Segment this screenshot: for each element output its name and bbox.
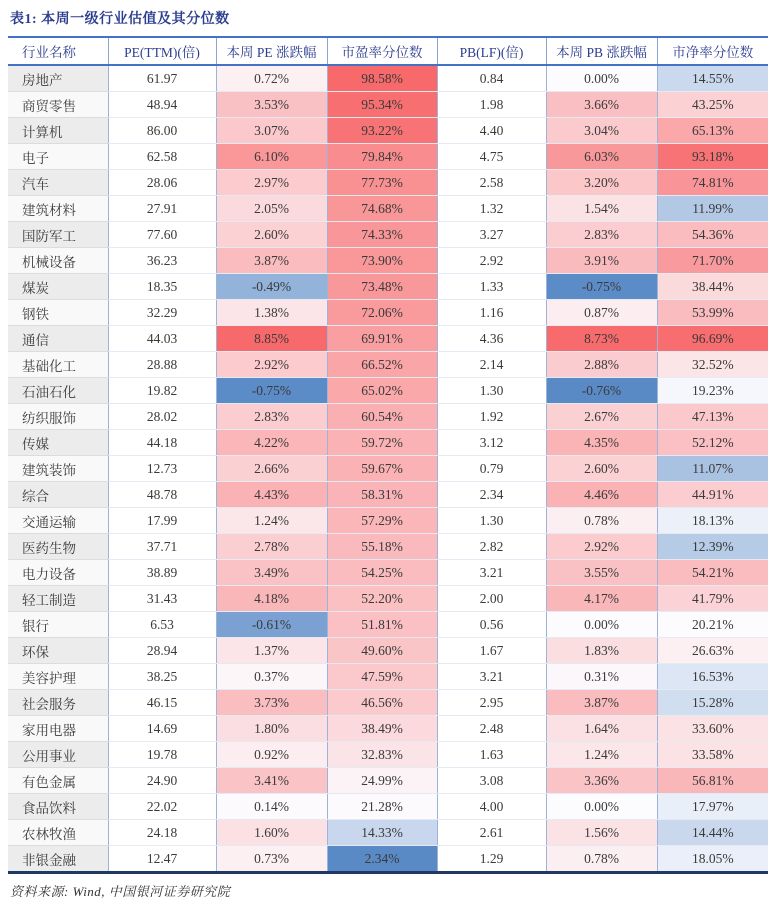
pb-change-cell: 0.78% — [546, 846, 657, 873]
pe-cell: 22.02 — [108, 794, 216, 820]
pb-percentile-cell: 18.13% — [657, 508, 768, 534]
pb-cell: 2.34 — [437, 482, 546, 508]
table-row — [8, 196, 768, 222]
industry-name-cell: 传媒 — [8, 430, 108, 456]
pb-cell: 2.95 — [437, 690, 546, 716]
data-source-note: 资料来源: Wind, 中国银河证券研究院 — [10, 884, 231, 899]
table-row — [8, 508, 768, 534]
pb-change-cell: 3.04% — [546, 118, 657, 144]
industry-name-cell: 煤炭 — [8, 274, 108, 300]
pe-cell: 24.18 — [108, 820, 216, 846]
pb-percentile-cell: 14.44% — [657, 820, 768, 846]
pe-percentile-cell: 24.99% — [327, 768, 437, 794]
table-title: 表1: 本周一级行业估值及其分位数 — [10, 12, 230, 27]
pe-change-cell: 0.37% — [216, 664, 327, 690]
pe-percentile-cell: 77.73% — [327, 170, 437, 196]
table-row — [8, 222, 768, 248]
table-row — [8, 118, 768, 144]
industry-name-cell: 机械设备 — [8, 248, 108, 274]
pb-change-cell: 1.56% — [546, 820, 657, 846]
pe-change-cell: 2.60% — [216, 222, 327, 248]
table-row — [8, 274, 768, 300]
industry-name-cell: 通信 — [8, 326, 108, 352]
pb-change-cell: 4.46% — [546, 482, 657, 508]
pe-percentile-cell: 14.33% — [327, 820, 437, 846]
pe-percentile-cell: 54.25% — [327, 560, 437, 586]
pe-percentile-cell: 74.33% — [327, 222, 437, 248]
table-row — [8, 65, 768, 92]
pe-change-cell: 0.14% — [216, 794, 327, 820]
pb-change-cell: 2.67% — [546, 404, 657, 430]
pe-change-cell: 2.05% — [216, 196, 327, 222]
pe-change-cell: 3.41% — [216, 768, 327, 794]
table-row — [8, 768, 768, 794]
pe-cell: 24.90 — [108, 768, 216, 794]
pb-percentile-cell: 26.63% — [657, 638, 768, 664]
pb-change-cell: 0.31% — [546, 664, 657, 690]
industry-name-cell: 汽车 — [8, 170, 108, 196]
pb-percentile-cell: 44.91% — [657, 482, 768, 508]
table-row — [8, 638, 768, 664]
pb-change-cell: 3.87% — [546, 690, 657, 716]
pe-percentile-cell: 21.28% — [327, 794, 437, 820]
table-row — [8, 144, 768, 170]
pe-change-cell: 4.22% — [216, 430, 327, 456]
pe-change-cell: 3.73% — [216, 690, 327, 716]
pb-cell: 2.92 — [437, 248, 546, 274]
pb-change-cell: 0.00% — [546, 612, 657, 638]
table-row — [8, 404, 768, 430]
pe-change-cell: 0.73% — [216, 846, 327, 873]
pe-cell: 28.88 — [108, 352, 216, 378]
table-row — [8, 456, 768, 482]
industry-name-cell: 电子 — [8, 144, 108, 170]
table-row — [8, 612, 768, 638]
pe-cell: 36.23 — [108, 248, 216, 274]
col-header-pe-percentile: 市盈率分位数 — [327, 37, 437, 65]
pe-cell: 14.69 — [108, 716, 216, 742]
pb-cell: 0.79 — [437, 456, 546, 482]
pb-change-cell: 2.83% — [546, 222, 657, 248]
pe-percentile-cell: 73.90% — [327, 248, 437, 274]
pb-percentile-cell: 15.28% — [657, 690, 768, 716]
pe-percentile-cell: 49.60% — [327, 638, 437, 664]
pb-percentile-cell: 16.53% — [657, 664, 768, 690]
pb-percentile-cell: 93.18% — [657, 144, 768, 170]
col-header-industry-name: 行业名称 — [8, 37, 108, 65]
industry-name-cell: 美容护理 — [8, 664, 108, 690]
industry-name-cell: 公用事业 — [8, 742, 108, 768]
pb-change-cell: 4.35% — [546, 430, 657, 456]
pe-change-cell: 2.78% — [216, 534, 327, 560]
table-row — [8, 534, 768, 560]
pe-percentile-cell: 2.34% — [327, 846, 437, 873]
pb-cell: 1.29 — [437, 846, 546, 873]
table-row — [8, 664, 768, 690]
pe-percentile-cell: 47.59% — [327, 664, 437, 690]
pe-percentile-cell: 73.48% — [327, 274, 437, 300]
pe-cell: 44.03 — [108, 326, 216, 352]
industry-name-cell: 食品饮料 — [8, 794, 108, 820]
pb-cell: 1.30 — [437, 508, 546, 534]
pe-cell: 17.99 — [108, 508, 216, 534]
pe-cell: 32.29 — [108, 300, 216, 326]
pb-percentile-cell: 43.25% — [657, 92, 768, 118]
table-row — [8, 846, 768, 873]
industry-name-cell: 交通运输 — [8, 508, 108, 534]
pb-percentile-cell: 38.44% — [657, 274, 768, 300]
pe-cell: 86.00 — [108, 118, 216, 144]
table-row — [8, 794, 768, 820]
pb-percentile-cell: 96.69% — [657, 326, 768, 352]
table-row — [8, 586, 768, 612]
pb-change-cell: 3.55% — [546, 560, 657, 586]
pe-percentile-cell: 95.34% — [327, 92, 437, 118]
pb-change-cell: 0.00% — [546, 794, 657, 820]
pe-change-cell: 1.60% — [216, 820, 327, 846]
pb-change-cell: -0.76% — [546, 378, 657, 404]
pb-change-cell: 1.64% — [546, 716, 657, 742]
industry-name-cell: 基础化工 — [8, 352, 108, 378]
table-row — [8, 716, 768, 742]
industry-name-cell: 商贸零售 — [8, 92, 108, 118]
pe-change-cell: 1.24% — [216, 508, 327, 534]
pb-percentile-cell: 47.13% — [657, 404, 768, 430]
pe-percentile-cell: 93.22% — [327, 118, 437, 144]
pe-cell: 27.91 — [108, 196, 216, 222]
pe-change-cell: 0.72% — [216, 65, 327, 92]
table-row — [8, 560, 768, 586]
pb-change-cell: 1.24% — [546, 742, 657, 768]
pb-percentile-cell: 17.97% — [657, 794, 768, 820]
pb-cell: 2.82 — [437, 534, 546, 560]
industry-valuation-table — [8, 36, 768, 874]
pb-percentile-cell: 33.58% — [657, 742, 768, 768]
pe-cell: 12.47 — [108, 846, 216, 873]
pb-change-cell: 4.17% — [546, 586, 657, 612]
col-header-pe-ttm: PE(TTM)(倍) — [108, 37, 216, 65]
pe-change-cell: 2.66% — [216, 456, 327, 482]
pb-percentile-cell: 71.70% — [657, 248, 768, 274]
pe-cell: 28.02 — [108, 404, 216, 430]
industry-name-cell: 房地产 — [8, 65, 108, 92]
industry-name-cell: 农林牧渔 — [8, 820, 108, 846]
pb-change-cell: 0.00% — [546, 65, 657, 92]
pb-cell: 4.40 — [437, 118, 546, 144]
pe-change-cell: -0.49% — [216, 274, 327, 300]
pb-percentile-cell: 12.39% — [657, 534, 768, 560]
pb-cell: 3.12 — [437, 430, 546, 456]
pe-percentile-cell: 69.91% — [327, 326, 437, 352]
pe-change-cell: 3.07% — [216, 118, 327, 144]
table-row — [8, 430, 768, 456]
table-row — [8, 352, 768, 378]
pe-percentile-cell: 59.72% — [327, 430, 437, 456]
pe-percentile-cell: 58.31% — [327, 482, 437, 508]
pe-change-cell: 1.38% — [216, 300, 327, 326]
pb-cell: 1.30 — [437, 378, 546, 404]
industry-name-cell: 钢铁 — [8, 300, 108, 326]
pb-cell: 3.08 — [437, 768, 546, 794]
pb-percentile-cell: 52.12% — [657, 430, 768, 456]
pb-cell: 1.67 — [437, 638, 546, 664]
industry-name-cell: 有色金属 — [8, 768, 108, 794]
pe-cell: 61.97 — [108, 65, 216, 92]
pb-cell: 1.92 — [437, 404, 546, 430]
pb-cell: 3.21 — [437, 664, 546, 690]
table-row — [8, 482, 768, 508]
pe-cell: 28.94 — [108, 638, 216, 664]
pe-change-cell: 8.85% — [216, 326, 327, 352]
pb-percentile-cell: 11.07% — [657, 456, 768, 482]
pe-change-cell: 3.87% — [216, 248, 327, 274]
pe-cell: 44.18 — [108, 430, 216, 456]
pb-cell: 3.21 — [437, 560, 546, 586]
pb-percentile-cell: 65.13% — [657, 118, 768, 144]
pe-percentile-cell: 65.02% — [327, 378, 437, 404]
table-row — [8, 378, 768, 404]
industry-name-cell: 非银金融 — [8, 846, 108, 873]
pe-percentile-cell: 55.18% — [327, 534, 437, 560]
pb-percentile-cell: 14.55% — [657, 65, 768, 92]
pe-percentile-cell: 38.49% — [327, 716, 437, 742]
pb-change-cell: 6.03% — [546, 144, 657, 170]
pb-cell: 1.63 — [437, 742, 546, 768]
table-row — [8, 326, 768, 352]
pe-cell: 31.43 — [108, 586, 216, 612]
pb-cell: 0.56 — [437, 612, 546, 638]
pe-change-cell: 6.10% — [216, 144, 327, 170]
industry-name-cell: 医药生物 — [8, 534, 108, 560]
pb-change-cell: 2.60% — [546, 456, 657, 482]
pb-change-cell: 0.78% — [546, 508, 657, 534]
industry-name-cell: 社会服务 — [8, 690, 108, 716]
pb-percentile-cell: 56.81% — [657, 768, 768, 794]
pb-change-cell: 3.20% — [546, 170, 657, 196]
pe-cell: 37.71 — [108, 534, 216, 560]
pe-change-cell: 0.92% — [216, 742, 327, 768]
pb-cell: 2.48 — [437, 716, 546, 742]
pe-percentile-cell: 59.67% — [327, 456, 437, 482]
pe-change-cell: -0.75% — [216, 378, 327, 404]
pe-cell: 12.73 — [108, 456, 216, 482]
industry-name-cell: 建筑装饰 — [8, 456, 108, 482]
pe-change-cell: -0.61% — [216, 612, 327, 638]
pb-cell: 4.00 — [437, 794, 546, 820]
pe-change-cell: 3.53% — [216, 92, 327, 118]
pb-change-cell: -0.75% — [546, 274, 657, 300]
pb-percentile-cell: 54.36% — [657, 222, 768, 248]
industry-name-cell: 环保 — [8, 638, 108, 664]
pe-percentile-cell: 46.56% — [327, 690, 437, 716]
pe-cell: 38.25 — [108, 664, 216, 690]
pe-cell: 38.89 — [108, 560, 216, 586]
table-header-row — [8, 37, 768, 65]
pb-change-cell: 3.91% — [546, 248, 657, 274]
table-row — [8, 170, 768, 196]
pb-change-cell: 2.92% — [546, 534, 657, 560]
pb-cell: 2.14 — [437, 352, 546, 378]
col-header-pb-change: 本周 PB 涨跌幅 — [546, 37, 657, 65]
industry-name-cell: 轻工制造 — [8, 586, 108, 612]
pe-change-cell: 4.43% — [216, 482, 327, 508]
table-row — [8, 300, 768, 326]
pe-percentile-cell: 32.83% — [327, 742, 437, 768]
pb-change-cell: 3.36% — [546, 768, 657, 794]
pe-cell: 6.53 — [108, 612, 216, 638]
pe-percentile-cell: 79.84% — [327, 144, 437, 170]
pe-change-cell: 1.80% — [216, 716, 327, 742]
pb-change-cell: 1.83% — [546, 638, 657, 664]
industry-name-cell: 计算机 — [8, 118, 108, 144]
pb-percentile-cell: 33.60% — [657, 716, 768, 742]
pe-percentile-cell: 74.68% — [327, 196, 437, 222]
industry-name-cell: 建筑材料 — [8, 196, 108, 222]
table-row — [8, 92, 768, 118]
pe-percentile-cell: 60.54% — [327, 404, 437, 430]
pb-cell: 1.32 — [437, 196, 546, 222]
pb-cell: 3.27 — [437, 222, 546, 248]
industry-name-cell: 电力设备 — [8, 560, 108, 586]
pb-percentile-cell: 54.21% — [657, 560, 768, 586]
pb-percentile-cell: 74.81% — [657, 170, 768, 196]
pb-change-cell: 1.54% — [546, 196, 657, 222]
pb-percentile-cell: 20.21% — [657, 612, 768, 638]
pb-cell: 1.33 — [437, 274, 546, 300]
pb-change-cell: 8.73% — [546, 326, 657, 352]
table-row — [8, 742, 768, 768]
pb-cell: 2.00 — [437, 586, 546, 612]
pe-change-cell: 3.49% — [216, 560, 327, 586]
pe-percentile-cell: 98.58% — [327, 65, 437, 92]
col-header-pb-percentile: 市净率分位数 — [657, 37, 768, 65]
pb-percentile-cell: 11.99% — [657, 196, 768, 222]
pe-cell: 19.78 — [108, 742, 216, 768]
pe-percentile-cell: 51.81% — [327, 612, 437, 638]
pb-cell: 4.36 — [437, 326, 546, 352]
pb-percentile-cell: 41.79% — [657, 586, 768, 612]
col-header-pe-change: 本周 PE 涨跌幅 — [216, 37, 327, 65]
pe-cell: 48.78 — [108, 482, 216, 508]
pb-change-cell: 2.88% — [546, 352, 657, 378]
pb-cell: 2.61 — [437, 820, 546, 846]
pb-percentile-cell: 32.52% — [657, 352, 768, 378]
pe-change-cell: 1.37% — [216, 638, 327, 664]
table-row — [8, 248, 768, 274]
industry-name-cell: 石油石化 — [8, 378, 108, 404]
table-row — [8, 690, 768, 716]
pb-cell: 0.84 — [437, 65, 546, 92]
industry-name-cell: 综合 — [8, 482, 108, 508]
pb-cell: 1.16 — [437, 300, 546, 326]
pe-cell: 62.58 — [108, 144, 216, 170]
industry-name-cell: 银行 — [8, 612, 108, 638]
pb-percentile-cell: 53.99% — [657, 300, 768, 326]
pe-change-cell: 2.97% — [216, 170, 327, 196]
col-header-pb-lf: PB(LF)(倍) — [437, 37, 546, 65]
pe-cell: 28.06 — [108, 170, 216, 196]
industry-name-cell: 家用电器 — [8, 716, 108, 742]
pb-change-cell: 0.87% — [546, 300, 657, 326]
pb-change-cell: 3.66% — [546, 92, 657, 118]
pe-percentile-cell: 72.06% — [327, 300, 437, 326]
industry-name-cell: 纺织服饰 — [8, 404, 108, 430]
pb-cell: 4.75 — [437, 144, 546, 170]
pe-cell: 77.60 — [108, 222, 216, 248]
pb-percentile-cell: 19.23% — [657, 378, 768, 404]
industry-name-cell: 国防军工 — [8, 222, 108, 248]
pe-cell: 48.94 — [108, 92, 216, 118]
pb-percentile-cell: 18.05% — [657, 846, 768, 873]
pe-cell: 46.15 — [108, 690, 216, 716]
pe-percentile-cell: 66.52% — [327, 352, 437, 378]
pe-change-cell: 2.92% — [216, 352, 327, 378]
pb-cell: 1.98 — [437, 92, 546, 118]
pe-cell: 18.35 — [108, 274, 216, 300]
pe-percentile-cell: 57.29% — [327, 508, 437, 534]
pe-percentile-cell: 52.20% — [327, 586, 437, 612]
pe-change-cell: 4.18% — [216, 586, 327, 612]
table-row — [8, 820, 768, 846]
pe-change-cell: 2.83% — [216, 404, 327, 430]
table-body — [8, 65, 768, 873]
pe-cell: 19.82 — [108, 378, 216, 404]
pb-cell: 2.58 — [437, 170, 546, 196]
